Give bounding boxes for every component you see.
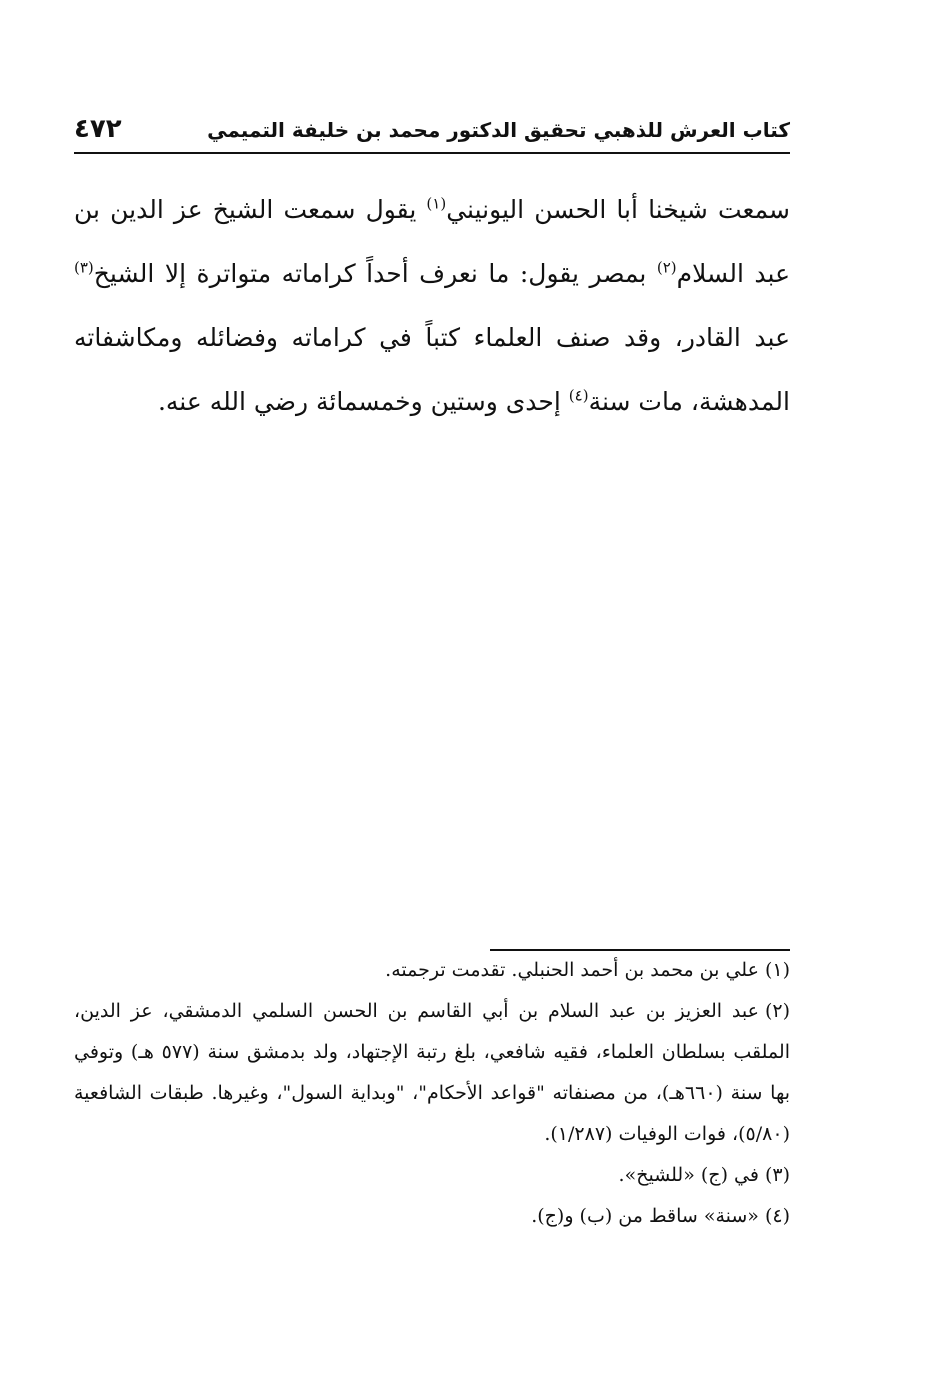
text-line: عبد القادر، وقد صنف العلماء كتباً في كراماته وفضائله ومكاشفاته xyxy=(74,323,790,352)
header-title: كتاب العرش للذهبي تحقيق الدكتور محمد بن خليفة التميمي xyxy=(207,118,790,142)
footnote-number: (٣) xyxy=(764,1164,790,1186)
footnote-text: عبد العزيز بن عبد السلام بن أبي القاسم بن الحسن السلمي الدمشقي، عز الدين، الملقب بسلطان العلماء، فقيه شافعي، بلغ رتبة الإجتهاد، ولد بدمشق سنة (٥٧٧ هـ) وتوفي بها سنة (٦٦٠هـ)، من مصنفاته "قواعد الأحكام"، "وبداية السول"، وغيرها. طبقات الشافعية (٥/٨٠)، فوات الوفيات (١/٢٨٧). xyxy=(74,1000,791,1145)
text-segment: عبد السلام xyxy=(676,259,790,288)
header-rule xyxy=(74,152,790,154)
running-header xyxy=(74,112,790,152)
footnote-item xyxy=(74,1155,790,1196)
footnote-number: (٢) xyxy=(764,1000,790,1022)
footnote-ref: (٤) xyxy=(568,386,589,405)
footnote-item xyxy=(74,950,790,991)
text-segment: إحدى وستين وخمسمائة رضي الله عنه. xyxy=(157,387,569,416)
main-text xyxy=(74,178,790,434)
footnote-text: علي بن محمد بن أحمد الحنبلي. تقدمت ترجمته. xyxy=(385,959,759,981)
footnote-number: (١) xyxy=(764,959,790,981)
text-line xyxy=(74,178,790,242)
footnotes xyxy=(74,950,790,1237)
text-segment: سمعت شيخنا أبا الحسن اليونيني xyxy=(446,195,790,224)
text-segment: يقول سمعت الشيخ عز الدين بن xyxy=(74,195,427,224)
text-segment: بمصر يقول: ما نعرف أحداً كراماته متواترة إلا الشيخ xyxy=(93,259,657,288)
text-segment: المدهشة، مات سنة xyxy=(588,387,790,416)
footnote-number: (٤) xyxy=(764,1205,790,1227)
footnote-text: في (ج) «للشيخ». xyxy=(618,1164,759,1186)
footnote-ref: (١) xyxy=(426,194,447,213)
text-line xyxy=(74,370,790,434)
footnote-ref: (٣) xyxy=(74,258,94,277)
text-line xyxy=(74,242,790,306)
footnote-ref: (٢) xyxy=(656,258,677,277)
footnote-item xyxy=(74,991,790,1155)
footnote-text: «سنة» ساقط من (ب) و(ج). xyxy=(531,1205,759,1227)
footnote-item xyxy=(74,1196,790,1237)
page-number: ٤٧٢ xyxy=(74,114,122,144)
